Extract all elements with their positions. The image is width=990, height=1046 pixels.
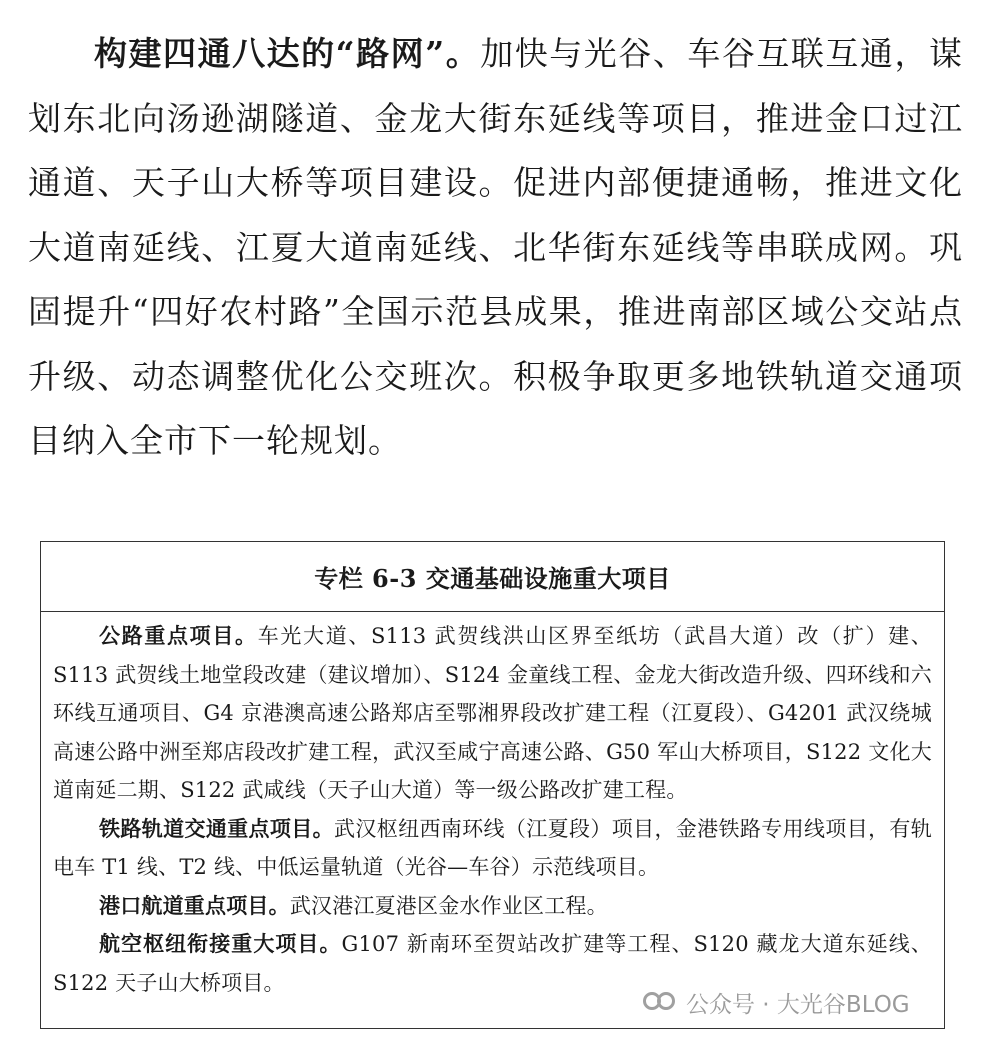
box-title: 专栏 6-3 交通基础设施重大项目 — [41, 542, 944, 612]
item-head: 公路重点项目。 — [99, 623, 258, 648]
watermark-text: 公众号 · 大光谷BLOG — [686, 991, 910, 1018]
item-text: G107 新南环至贺站改扩建等工程、S120 藏龙大道东延线、S122 天子山大桥项目。 — [53, 932, 932, 995]
body-paragraph — [28, 22, 963, 474]
paragraph-lead: 构建四通八达的“路网”。 — [94, 34, 481, 73]
item-head: 铁路轨道交通重点项目。 — [99, 815, 334, 841]
item-text: 车光大道、S113 武贺线洪山区界至纸坊（武昌大道）改（扩）建、S113 武贺线土地堂段改建（建议增加）、S124 金童线工程、金龙大街改造升级、四环线和六环线互通项目、G4 京港澳高速公路郑店至鄂湘界段改扩建工程（江夏段）、G4201 武汉绕城高速公路中洲至郑店段改扩建工程，武汉至咸宁高速公路、G50 军山大桥项目，S122 文化大道南延二期、S122 武咸线（天子山大道）等一级公路改扩建工程。 — [53, 624, 932, 802]
project-item-rail — [53, 810, 932, 887]
project-item-port — [53, 887, 932, 926]
project-item-highway — [53, 617, 932, 810]
project-box — [40, 541, 945, 1029]
watermark — [640, 982, 916, 1022]
item-text: 武汉港江夏港区金水作业区工程。 — [289, 893, 608, 918]
box-body — [41, 612, 944, 1002]
paragraph-text: 加快与光谷、车谷互联互通，谋划东北向汤逊湖隧道、金龙大街东延线等项目，推进金口过江通道、天子山大桥等项目建设。促进内部便捷通畅，推进文化大道南延线、江夏大道南延线、北华街东延线等串联成网。巩固提升“四好农村路”全国示范县成果，推进南部区域公交站点升级、动态调整优化公交班次。积极争取更多地铁轨道交通项目纳入全市下一轮规划。 — [28, 34, 963, 460]
wechat-official-account-icon — [640, 987, 678, 1017]
item-head: 航空枢纽衔接重大项目。 — [99, 931, 342, 956]
item-text: 武汉枢纽西南环线（江夏段）项目，金港铁路专用线项目，有轨电车 T1 线、T2 线、中低运量轨道（光谷—车谷）示范线项目。 — [53, 816, 932, 879]
item-head: 港口航道重点项目。 — [99, 892, 290, 918]
